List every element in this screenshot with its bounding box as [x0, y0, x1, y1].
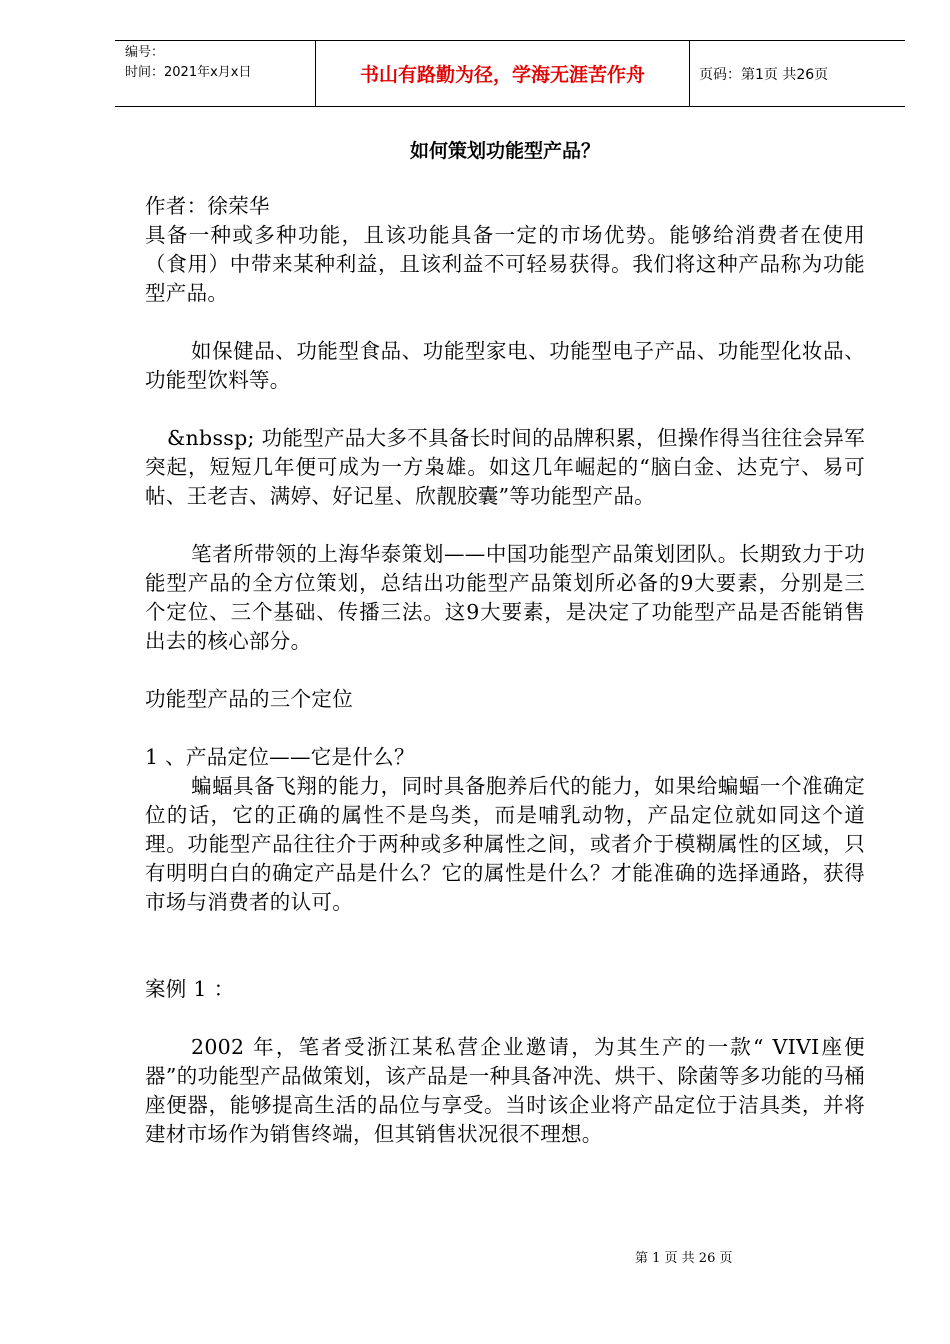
section-heading: 功能型产品的三个定位: [145, 687, 353, 711]
author-line: 作者：徐荣华: [145, 194, 270, 218]
page-footer: 第 1 页 共 26 页: [635, 1251, 733, 1266]
definition-paragraph: 具备一种或多种功能，且该功能具备一定的市场优势。能够给消费者在使用（食用）中带来某种利益，且该利益不可轻易获得。我们将这种产品称为功能型产品。: [145, 223, 865, 305]
document-body: [145, 192, 865, 1149]
header-motto: 书山有路勤为径，学海无涯苦作舟: [316, 41, 690, 106]
header-page-info: 页码：第1页 共26页: [699, 66, 829, 83]
case-heading: 案例 1 ：: [145, 977, 235, 1001]
document-title: 如何策划功能型产品？: [409, 140, 600, 162]
case-paragraph: 2002 年，笔者受浙江某私营企业邀请，为其生产的一款“ VIVI座便器”的功能型产品做策划，该产品是一种具备冲洗、烘干、除菌等多功能的马桶座便器，能够提高生活的品位与享受。当时该企业将产品定位于洁具类，并将建材市场作为销售终端，但其销售状况很不理想。: [145, 1035, 865, 1146]
brand-accumulation-paragraph: &nbssp; 功能型产品大多不具备长时间的品牌积累，但操作得当往往会异军突起，短短几年便可成为一方枭雄。如这几年崛起的“脑白金、达克宁、易可帖、王老吉、满婷、好记星、欣靓胶囊”等功能型产品。: [145, 426, 865, 508]
subsection-heading: 1 、产品定位——它是什么？: [145, 745, 415, 769]
team-paragraph: 笔者所带领的上海华泰策划——中国功能型产品策划团队。长期致力于功能型产品的全方位策划，总结出功能型产品策划所必备的9大要素，分别是三个定位、三个基础、传播三法。这9大要素，是决定了功能型产品是否能销售出去的核心部分。: [145, 542, 865, 653]
document-number-label: 编号：: [125, 45, 165, 60]
positioning-paragraph: 蝙蝠具备飞翔的能力，同时具备胞养后代的能力，如果给蝙蝠一个准确定位的话，它的正确的属性不是鸟类，而是哺乳动物，产品定位就如同这个道理。功能型产品往往介于两种或多种属性之间，或者介于模糊属性的区域，只有明明白白的确定产品是什么？它的属性是什么？才能准确的选择通路，获得市场与消费者的认可。: [145, 774, 865, 914]
header-meta: [115, 41, 316, 106]
document-time-label: 时间：2021年x月x日: [125, 65, 252, 80]
examples-paragraph: 如保健品、功能型食品、功能型家电、功能型电子产品、功能型化妆品、功能型饮料等。: [145, 339, 865, 392]
page-header: [115, 40, 905, 107]
